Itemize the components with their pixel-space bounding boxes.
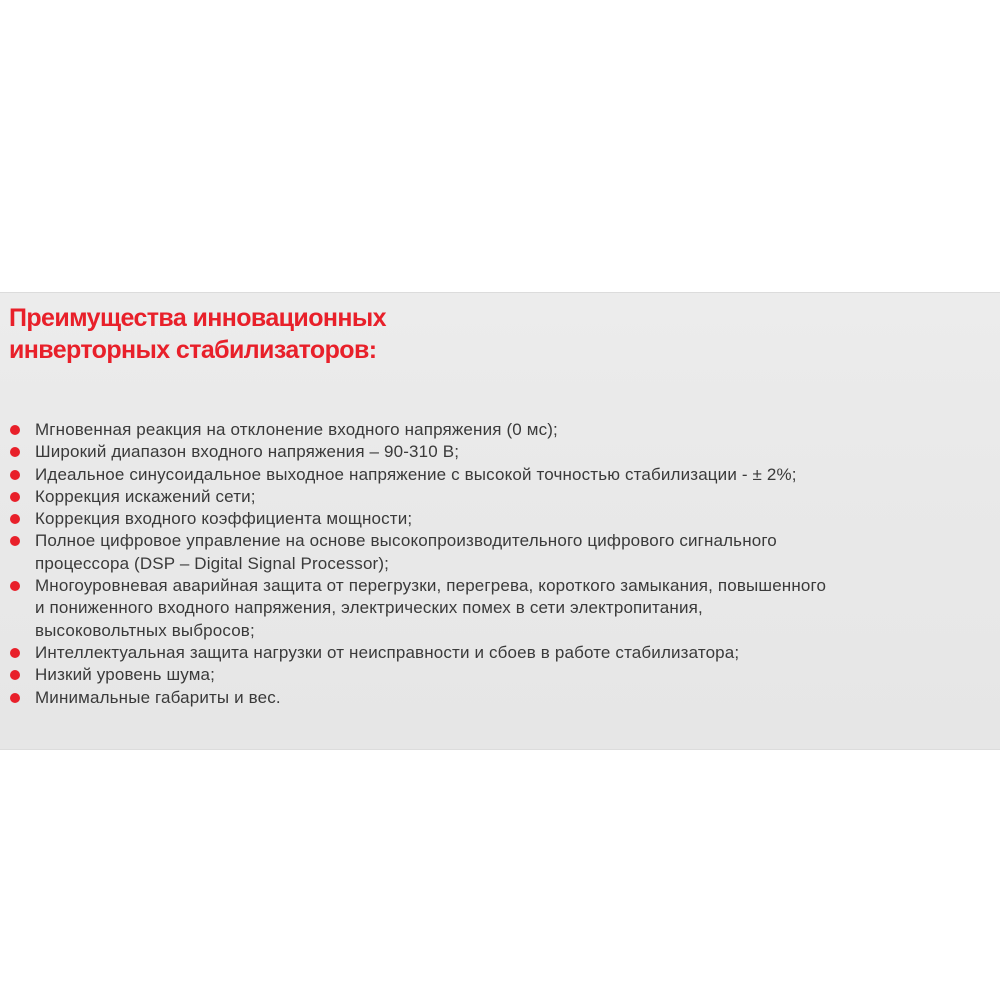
bullet-icon [10,693,20,703]
feature-item [8,642,993,664]
feature-item [8,664,993,686]
feature-text: Полное цифровое управление на основе высокопроизводительного цифрового сигнального [35,531,777,551]
feature-list [8,419,993,709]
bullet-icon [10,447,20,457]
bullet-icon [10,581,20,591]
feature-item [8,687,993,709]
feature-text: Низкий уровень шума; [35,665,216,685]
feature-text: Мгновенная реакция на отклонение входного напряжения (0 мс); [35,420,558,439]
feature-text: Широкий диапазон входного напряжения – 90-310 В; [35,442,460,462]
heading-line-2: инверторных стабилизаторов: [9,336,377,364]
feature-item [8,464,993,486]
feature-item [8,441,993,463]
bullet-icon [10,492,20,502]
feature-text: Минимальные габариты и вес. [35,687,281,707]
feature-item [8,486,993,508]
feature-text: Коррекция искажений сети; [35,486,256,506]
bullet-icon [10,425,20,435]
feature-item [8,508,993,530]
feature-item [8,530,993,575]
feature-text-continued: и пониженного входного напряжения, электрических помех в сети электропитания, [35,598,703,618]
bullet-icon [10,648,20,658]
feature-text: Идеальное синусоидальное выходное напряжение с высокой точностью стабилизации - ± 2%; [35,464,797,484]
bullet-icon [10,536,20,546]
feature-text: Многоуровневая аварийная защита от перегрузки, перегрева, короткого замыкания, повышенного [35,576,827,596]
bullet-icon [10,514,20,524]
feature-text: Коррекция входного коэффициента мощности; [35,509,413,529]
heading [9,302,386,366]
bullet-icon [10,470,20,480]
heading-line-1: Преимущества инновационных [9,304,386,332]
feature-item [8,419,993,441]
feature-text-continued: процессора (DSP – Digital Signal Processor); [35,553,390,573]
feature-item [8,575,993,642]
feature-text-continued: высоковольтных выбросов; [35,620,255,640]
feature-text: Интеллектуальная защита нагрузки от неисправности и сбоев в работе стабилизатора; [35,642,740,662]
bullet-icon [10,670,20,680]
